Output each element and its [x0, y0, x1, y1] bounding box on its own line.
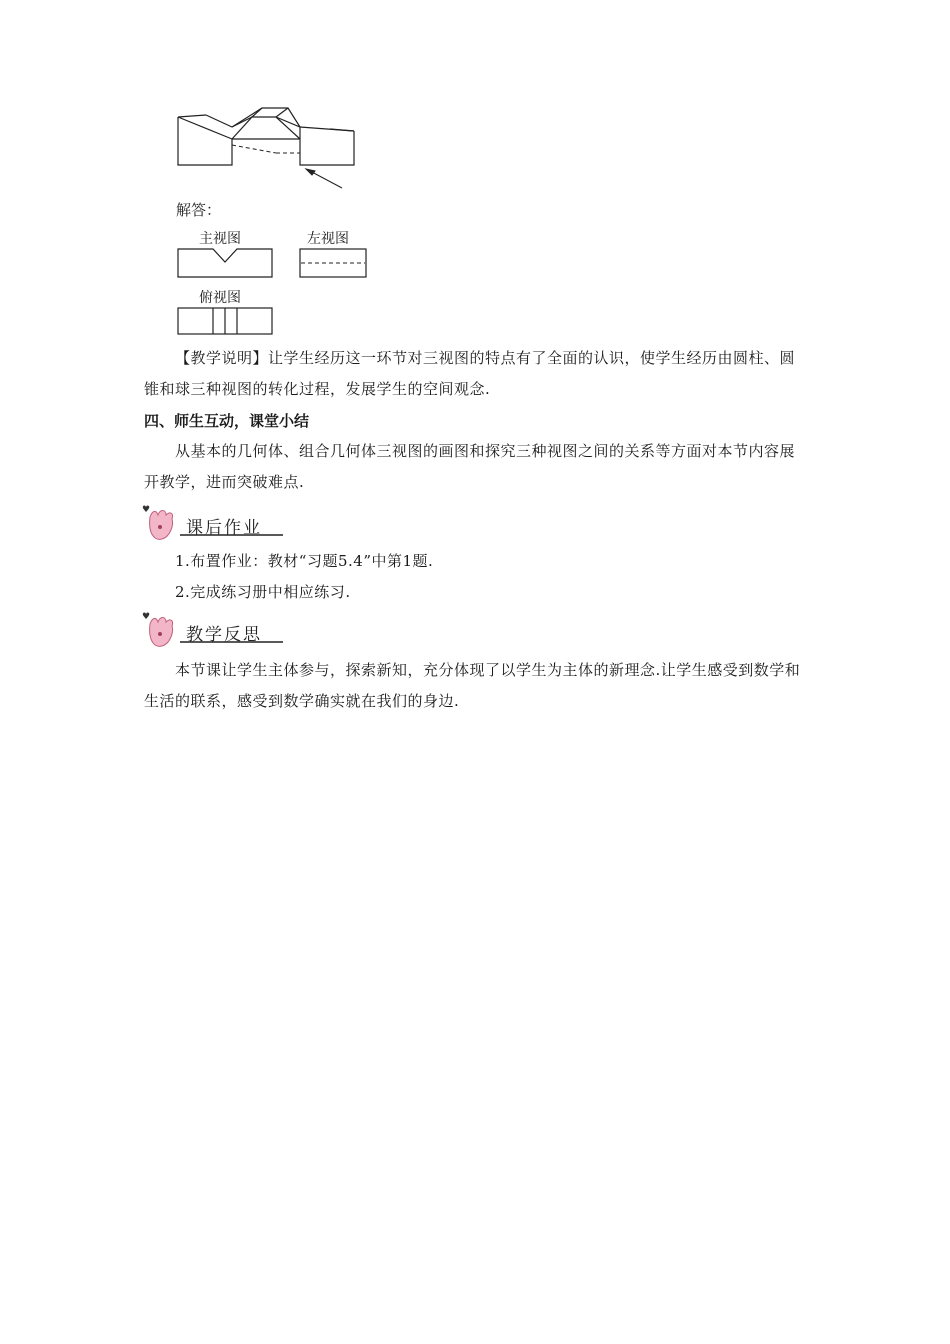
front-view-label: 主视图: [199, 231, 241, 247]
reflection-banner-title: 教学反思: [186, 625, 262, 645]
left-view-figure: [299, 248, 367, 278]
section-4-title: 四、师生互动，课堂小结: [144, 412, 310, 430]
homework-item-2: 2.完成练习册中相应练习.: [175, 583, 351, 601]
top-view-figure: [177, 307, 273, 335]
homework-banner-title: 课后作业: [186, 518, 262, 538]
section-4-text: 从基本的几何体、组合几何体三视图的画图和探究三种视图之间的关系等方面对本节内容展开教学，进而突破难点.: [144, 442, 796, 491]
front-view-figure: [177, 248, 273, 278]
solid-figure: [170, 105, 370, 205]
answer-label: 解答：: [176, 201, 222, 219]
left-view-label: 左视图: [307, 231, 349, 247]
reflection-text: 本节课让学生主体参与，探索新知，充分体现了以学生为主体的新理念.让学生感受到数学和生活的联系，感受到数学确实就在我们的身边.: [144, 661, 801, 710]
homework-item-1: 1.布置作业：教材“习题5.4”中第1题.: [175, 552, 434, 570]
svg-text:♥: ♥: [142, 612, 151, 622]
top-view-label: 俯视图: [199, 290, 241, 306]
teaching-note: 【教学说明】让学生经历这一环节对三视图的特点有了全面的认识，使学生经历由圆柱、圆锥和球三种视图的转化过程，发展学生的空间观念.: [144, 349, 796, 398]
svg-text:♥: ♥: [142, 505, 151, 515]
